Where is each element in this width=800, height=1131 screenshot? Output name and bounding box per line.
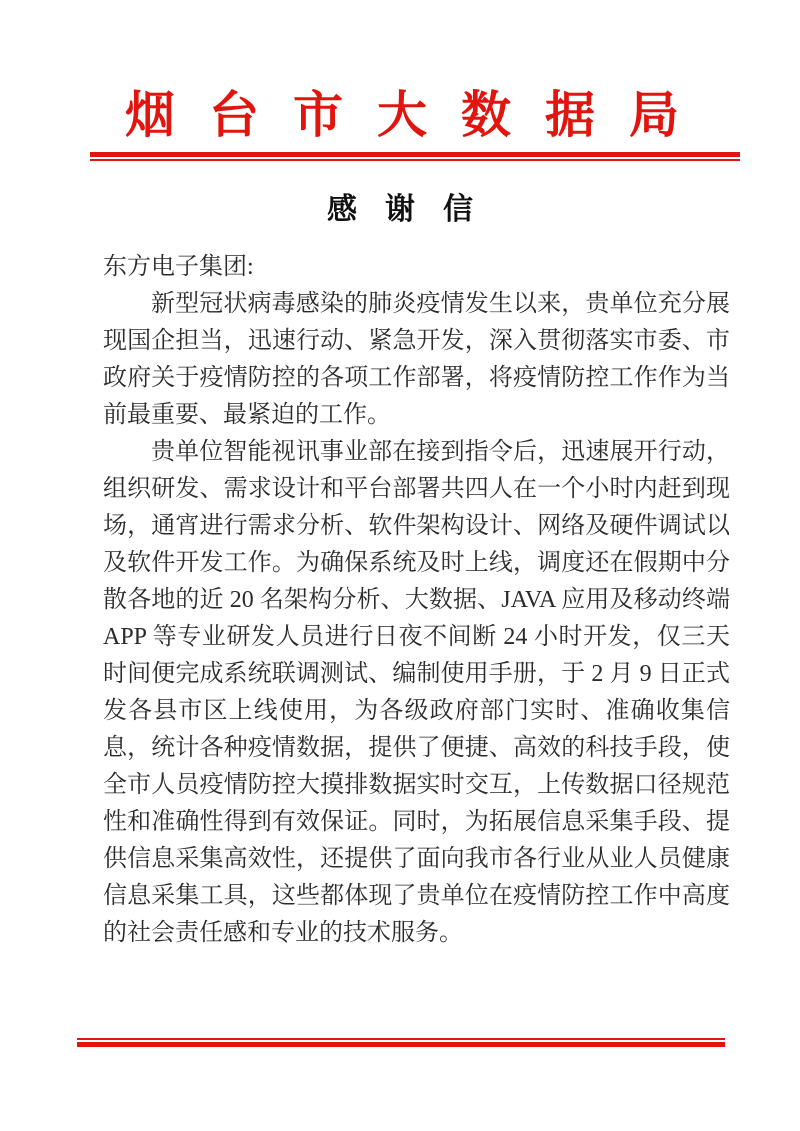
salutation: 东方电子集团:	[103, 254, 254, 280]
letterhead-divider-bottom	[77, 1038, 725, 1047]
paragraph-2: 贵单位智能视讯事业部在接到指令后，迅速展开行动，组织研发、需求设计和平台部署共四人在一个小时内赶到现场，通宵进行需求分析、软件架构设计、网络及硬件调试以及软件开发工作。为确保系统及时上线，调度还在假期中分散各地的近 20 名架构分析、大数据、JAVA 应用及移动终端 APP 等专业研发人员进行日夜不间断 24 小时开发，仅三天时间便完成系统联调测试、编制使用手册，于 2 月 9 日正式发各县市区上线使用，为各级政府部门实时、准确收集信息，统计各种疫情数据，提供了便捷、高效的科技手段，使全市人员疫情防控大摸排数据实时交互，上传数据口径规范性和准确性得到有效保证。同时，为拓展信息采集手段、提供信息采集高效性，还提供了面向我市各行业从业人员健康信息采集工具，这些都体现了贵单位在疫情防控工作中高度的社会责任感和专业的技术服务。	[103, 439, 730, 946]
letter-title: 感谢信	[327, 193, 473, 226]
letterhead-agency-name: 烟台市大数据局	[125, 87, 679, 143]
paragraph-1: 新型冠状病毒感染的肺炎疫情发生以来，贵单位充分展现国企担当，迅速行动、紧急开发，深入贯彻落实市委、市政府关于疫情防控的各项工作部署，将疫情防控工作作为当前最重要、最紧迫的工作。	[103, 291, 730, 428]
letter-body	[103, 249, 730, 952]
letterhead-divider-top	[90, 152, 740, 161]
